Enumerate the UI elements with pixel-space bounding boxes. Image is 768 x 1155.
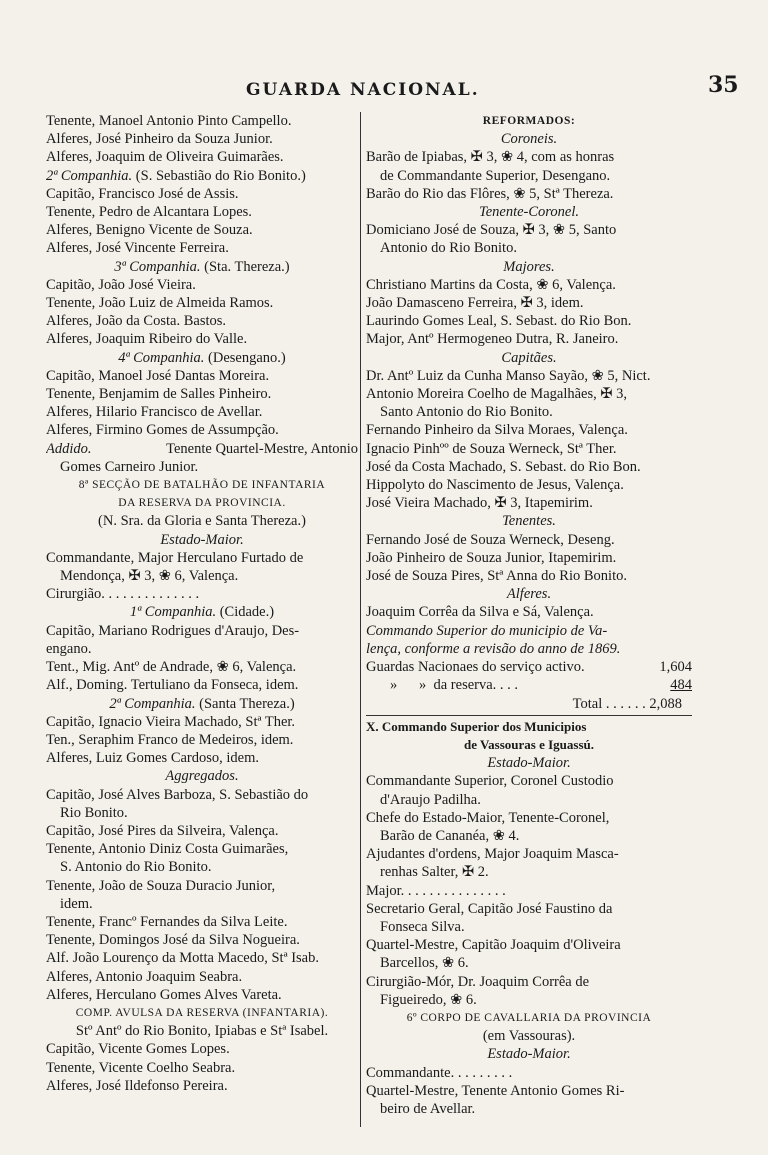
subheading: Alferes. (506, 586, 552, 603)
text-line: idem. (60, 895, 93, 912)
running-title: GUARDA NACIONAL. (246, 80, 480, 100)
text-line: Tenente, Domingos José da Silva Nogueira. (46, 932, 300, 949)
text-line: Capitão, Francisco José de Assis. (46, 185, 239, 202)
subheading: Estado-Maior. (487, 755, 571, 772)
section-rule (366, 715, 692, 716)
text-line: Christiano Martins da Costa, ❀ 6, Valença. (366, 276, 616, 293)
section-heading: 6º CORPO DE CAVALLARIA DA PROVINCIA (406, 1011, 652, 1024)
text-line: Hippolyto do Nascimento de Jesus, Valença. (366, 477, 624, 494)
text-line: Capitão, João José Vieira. (46, 276, 196, 293)
text-line: Quartel-Mestre, Tenente Antonio Gomes Ri- (366, 1082, 625, 1099)
section-heading: 8ª SECÇÃO DE BATALHÃO DE INFANTARIA (78, 479, 326, 492)
text-line: Alferes, Luiz Gomes Cardoso, idem. (46, 750, 260, 767)
text-line: Ajudantes d'ordens, Major Joaquim Masca- (366, 846, 619, 863)
text-line: Figueiredo, ❀ 6. (380, 991, 477, 1008)
text-line: Commando Superior do municipio de Va- (366, 622, 608, 639)
text-line: Commandante. . . . . . . . . (366, 1064, 513, 1081)
text-line: engano. (46, 640, 92, 657)
subheading: Tenentes. (502, 513, 556, 530)
section-heading: de Vassouras e Iguassú. (463, 736, 595, 752)
text-line: Capitão, Mariano Rodrigues d'Araujo, Des- (46, 622, 300, 639)
text-line: João Pinheiro de Souza Junior, Itapemirim. (366, 549, 617, 566)
text-line: João Damasceno Ferreira, ✠ 3, idem. (366, 295, 584, 312)
subheading: Estado-Maior. (160, 531, 244, 548)
page-number: 35 (708, 72, 739, 98)
text-line: Barão do Rio das Flôres, ❀ 5, Stª Thereza. (366, 185, 614, 202)
totals-row: Total . . . . . . 2,088 (572, 695, 682, 712)
text-line: Antonio do Rio Bonito. (380, 240, 517, 257)
text-line: José da Costa Machado, S. Sebast. do Rio Bon. (366, 458, 641, 475)
text-line: Tenente, João Luiz de Almeida Ramos. (46, 295, 274, 312)
text-line: Tent., Mig. Antº de Andrade, ❀ 6, Valença. (46, 659, 297, 676)
section-heading: COMP. AVULSA DA RESERVA (INFANTARIA). (75, 1006, 329, 1019)
text-line: Secretario Geral, Capitão José Faustino da (366, 900, 613, 917)
text-line: Ignacio Pinhºº de Souza Werneck, Stª Ther. (366, 440, 617, 457)
section-heading: DA RESERVA DA PROVINCIA. (118, 497, 286, 510)
text-line: Alferes, José Vincente Ferreira. (46, 240, 229, 257)
text-line: Tenente, Francº Fernandes da Silva Leite. (46, 913, 288, 930)
text-line: Alf., Doming. Tertuliano da Fonseca, idem. (46, 677, 299, 694)
text-line: Ten., Seraphim Franco de Medeiros, idem. (46, 731, 294, 748)
company-heading: 2ª Companhia. (Santa Thereza.) (109, 695, 295, 712)
text-line: S. Antonio do Rio Bonito. (60, 859, 212, 876)
company-heading: 3ª Companhia. (Sta. Thereza.) (114, 258, 290, 275)
column-divider (360, 112, 361, 1127)
text-line: Barão de Cananéa, ❀ 4. (380, 827, 520, 844)
text-line: Alferes, Joaquim Ribeiro do Valle. (46, 331, 248, 348)
text-line: Major, Antº Hermogeneo Dutra, R. Janeiro. (366, 331, 619, 348)
text-line: Laurindo Gomes Leal, S. Sebast. do Rio Bon. (366, 313, 632, 330)
text-line: Alferes, Antonio Joaquim Seabra. (46, 968, 243, 985)
text-line: Tenente, João de Souza Duracio Junior, (46, 877, 276, 894)
text-line: Capitão, Vicente Gomes Lopes. (46, 1041, 230, 1058)
text-line: beiro de Avellar. (380, 1100, 476, 1117)
left-column (46, 112, 358, 1095)
text-line: Tenente, Vicente Coelho Seabra. (46, 1059, 236, 1076)
text-line: (em Vassouras). (482, 1028, 576, 1045)
section-heading: X. Commando Superior dos Municipios (366, 718, 587, 734)
text-line: Commandante, Major Herculano Furtado de (46, 549, 304, 566)
text-line: Santo Antonio do Rio Bonito. (380, 404, 553, 421)
company-heading: 4ª Companhia. (Desengano.) (118, 349, 286, 366)
subheading: Capitães. (501, 349, 557, 366)
text-line: Alferes, José Ildefonso Pereira. (46, 1077, 228, 1094)
text-line: de Commandante Superior, Desengano. (380, 167, 611, 184)
text-line: Domiciano José de Souza, ✠ 3, ❀ 5, Santo (366, 222, 617, 239)
text-line: José de Souza Pires, Stª Anna do Rio Bonito. (366, 568, 627, 585)
text-line: Antonio Moreira Coelho de Magalhães, ✠ 3, (366, 386, 628, 403)
text-line: (N. Sra. da Gloria e Santa Thereza.) (98, 513, 306, 530)
text-line: Tenente, Benjamim de Salles Pinheiro. (46, 386, 272, 403)
text-line: Fernando Pinheiro da Silva Moraes, Valença. (366, 422, 628, 439)
text-line: Alferes, Hilario Francisco de Avellar. (46, 404, 263, 421)
subheading: Tenente-Coronel. (478, 204, 579, 221)
text-line: Quartel-Mestre, Capitão Joaquim d'Oliveira (366, 937, 621, 954)
text-line: Alferes, João da Costa. Bastos. (46, 313, 227, 330)
text-line: Cirurgião-Mór, Dr. Joaquim Corrêa de (366, 973, 590, 990)
right-column (366, 112, 692, 1118)
subheading: Coroneis. (500, 131, 558, 148)
text-line: Commandante Superior, Coronel Custodio (366, 773, 614, 790)
text-line: Alferes, José Pinheiro da Souza Junior. (46, 131, 273, 148)
text-line: Tenente, Antonio Diniz Costa Guimarães, (46, 841, 289, 858)
text-line: Capitão, Manoel José Dantas Moreira. (46, 367, 270, 384)
text-line: Fernando José de Souza Werneck, Deseng. (366, 531, 615, 548)
text-line: Chefe do Estado-Maior, Tenente-Coronel, (366, 809, 610, 826)
text-line: Barão de Ipiabas, ✠ 3, ❀ 4, com as honras (366, 149, 615, 166)
text-line: Capitão, José Pires da Silveira, Valença. (46, 822, 279, 839)
text-line: José Vieira Machado, ✠ 3, Itapemirim. (366, 495, 593, 512)
text-line: Alferes, Herculano Gomes Alves Vareta. (46, 986, 282, 1003)
text-line: Dr. Antº Luiz da Cunha Manso Sayão, ❀ 5, Nict. (366, 367, 651, 384)
text-line: Alf. João Lourenço da Motta Macedo, Stª Isab. (46, 950, 319, 967)
totals-row: Guardas Nacionaes do serviço activo. 1,604 (366, 659, 692, 676)
text-line: Capitão, José Alves Barboza, S. Sebastião do (46, 786, 309, 803)
totals-row: » » da reserva. . . . 484 (390, 677, 692, 694)
subheading: Aggregados. (165, 768, 239, 785)
text-line: Gomes Carneiro Junior. (60, 458, 199, 475)
text-line: Major. . . . . . . . . . . . . . . (366, 882, 506, 899)
text-line: Stº Antº do Rio Bonito, Ipiabas e Stª Isabel. (75, 1023, 329, 1040)
text-line: Capitão, Ignacio Vieira Machado, Stª Ther. (46, 713, 296, 730)
text-line: Barcellos, ❀ 6. (380, 955, 469, 972)
section-heading: REFORMADOS: (482, 115, 576, 127)
text-line: renhas Salter, ✠ 2. (380, 864, 489, 881)
page-header (0, 72, 768, 108)
company-heading: 1ª Companhia. (Cidade.) (129, 604, 275, 621)
text-line: Alferes, Firmino Gomes de Assumpção. (46, 422, 279, 439)
text-line: Cirurgião. . . . . . . . . . . . . . (46, 586, 200, 603)
text-line: Tenente, Manoel Antonio Pinto Campello. (46, 113, 292, 129)
text-line: d'Araujo Padilha. (380, 791, 481, 808)
text-line: Alferes, Joaquim de Oliveira Guimarães. (46, 149, 284, 166)
text-line: Fonseca Silva. (380, 918, 465, 935)
text-line: Alferes, Benigno Vicente de Souza. (46, 222, 253, 239)
subheading: Majores. (503, 258, 555, 275)
company-heading: 2ª Companhia. (S. Sebastião do Rio Bonito.) (46, 167, 306, 184)
text-line: Mendonça, ✠ 3, ❀ 6, Valença. (60, 568, 239, 585)
subheading: Estado-Maior. (487, 1046, 571, 1063)
text-line: Rio Bonito. (60, 804, 128, 821)
text-line: lença, conforme a revisão do anno de 1869. (366, 640, 621, 657)
text-line: Joaquim Corrêa da Silva e Sá, Valença. (366, 604, 594, 621)
text-line: Tenente, Pedro de Alcantara Lopes. (46, 204, 252, 221)
text-line: Addido. Tenente Quartel-Mestre, Antonio (46, 440, 358, 457)
